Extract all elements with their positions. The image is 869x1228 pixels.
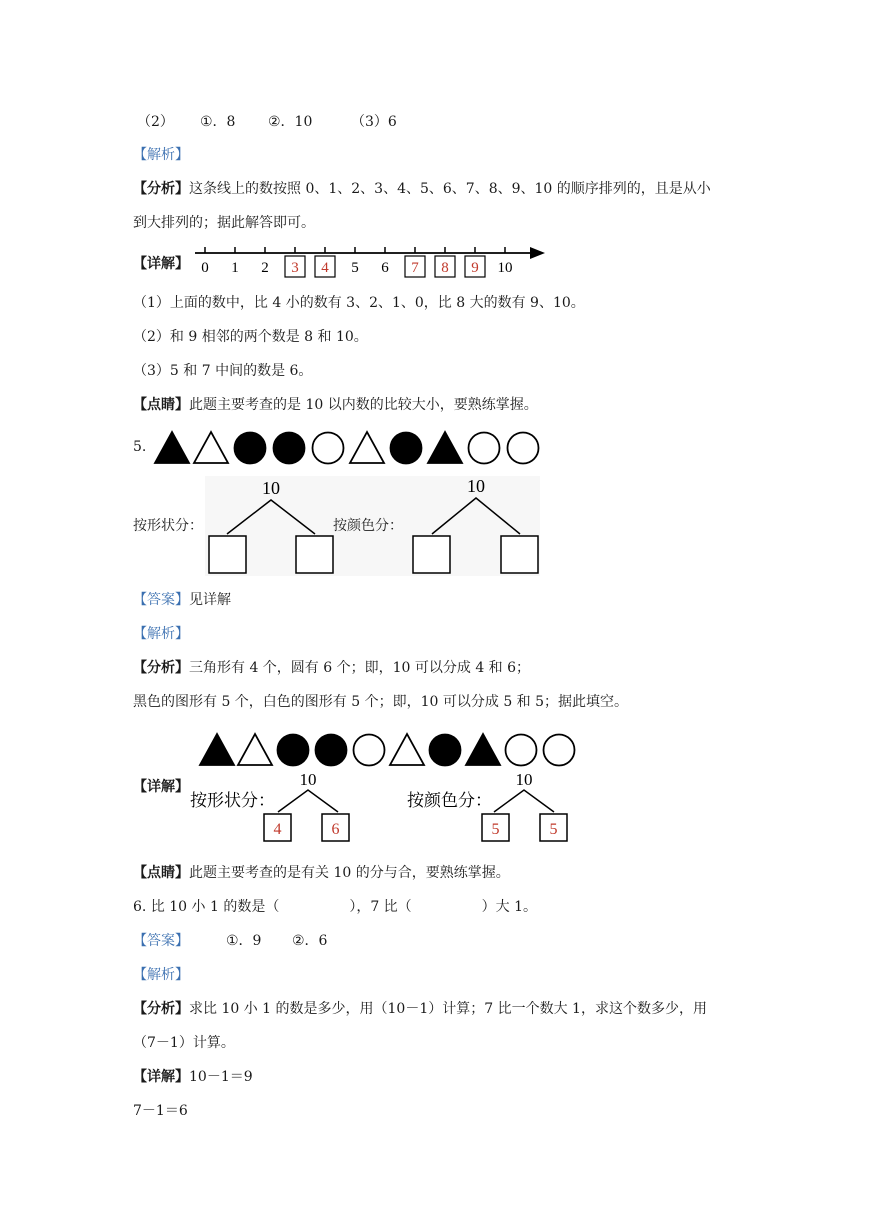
by-color-label: 按颜色分： — [407, 791, 492, 810]
answer-blank2: ②．6 — [292, 933, 328, 949]
xiangjie-tag: 【详解】 — [133, 1069, 189, 1085]
black-circle-icon — [316, 735, 347, 766]
tree-total-shape: 10 — [299, 770, 317, 789]
filled-number-label: 4 — [321, 260, 329, 276]
number-line-figure — [190, 243, 550, 283]
by-shape-label: 按形状分： — [190, 791, 275, 810]
filled-number-label: 3 — [291, 260, 299, 276]
dianjing-paragraph — [133, 396, 538, 414]
filled-number-label: 9 — [471, 260, 479, 276]
answer-part3: （3）6 — [351, 114, 397, 130]
fenxi-text: 这条线上的数按照 0、1、2、3、4、5、6、7、8、9、10 的顺序排列的，且是从小 — [189, 181, 711, 197]
answer-value: 5 — [491, 821, 500, 838]
split-tree-answer-figure — [185, 766, 575, 846]
answer-text: 见详解 — [189, 592, 231, 608]
fenxi-text: 求比 10 小 1 的数是多少，用（10－1）计算；7 比一个数大 1，求这个数多少，用 — [189, 1001, 707, 1017]
fenxi-text-cont: 黑色的图形有 5 个，白色的图形有 5 个；即，10 可以分成 5 和 5；据此填空。 — [133, 694, 629, 710]
answer-paragraph — [133, 591, 231, 609]
filled-number-label: 8 — [441, 260, 449, 276]
number-label: 6 — [381, 260, 389, 276]
black-triangle-icon — [155, 432, 189, 463]
answer-tag: 【答案】 — [133, 933, 189, 949]
dianjing-text: 此题主要考查的是 10 以内数的比较大小，要熟练掌握。 — [189, 397, 538, 413]
white-circle-icon — [469, 433, 500, 464]
equation-2: 7－1＝6 — [133, 1103, 188, 1119]
number-label: 10 — [497, 260, 513, 276]
number-label: 0 — [201, 260, 209, 276]
answer-blank1: ①．9 — [226, 933, 262, 949]
black-circle-icon — [391, 433, 422, 464]
fenxi-paragraph — [133, 1000, 707, 1018]
equation-1: 10－1＝9 — [189, 1069, 253, 1085]
empty-box[interactable] — [296, 536, 333, 573]
fenxi-tag: 【分析】 — [133, 181, 189, 197]
dianjing-tag: 【点睛】 — [133, 865, 189, 881]
fenxi-tag: 【分析】 — [133, 660, 189, 676]
tree-branches — [494, 790, 554, 812]
xiangjie-tag: 【详解】 — [133, 256, 189, 272]
number-label: 5 — [351, 260, 359, 276]
answer-part2-blank2: ②．10 — [268, 114, 313, 130]
filled-number-label: 7 — [411, 260, 419, 276]
white-circle-icon — [313, 433, 344, 464]
shape-sequence-detail — [195, 730, 595, 770]
answer-part2-label: （2） — [137, 114, 174, 130]
tree-branches — [278, 790, 338, 812]
xiangjie-tag: 【详解】 — [133, 779, 189, 795]
fenxi-text-cont: （7－1）计算。 — [133, 1035, 235, 1051]
empty-box[interactable] — [501, 536, 538, 573]
white-triangle-icon — [194, 432, 228, 463]
empty-box[interactable] — [209, 536, 246, 573]
fenxi-paragraph — [133, 180, 711, 198]
white-triangle-icon — [390, 734, 424, 765]
answer-value: 6 — [331, 821, 340, 838]
empty-box[interactable] — [413, 536, 450, 573]
by-color-label: 按颜色分： — [333, 518, 403, 534]
fenxi-text-cont: 到大排列的；据此解答即可。 — [133, 215, 315, 231]
question-number-5: 5. — [133, 439, 147, 455]
black-circle-icon — [235, 433, 266, 464]
by-shape-label: 按形状分： — [133, 518, 203, 534]
number-label: 2 — [261, 260, 269, 276]
black-triangle-icon — [466, 734, 500, 765]
fenxi-text: 三角形有 4 个，圆有 6 个；即，10 可以分成 4 和 6； — [189, 660, 531, 676]
tree-total-color: 10 — [467, 476, 485, 496]
black-circle-icon — [430, 735, 461, 766]
shape-sequence — [150, 428, 550, 468]
question-6-text: 6. 比 10 小 1 的数是（ ），7 比（ ）大 1。 — [133, 899, 538, 915]
white-circle-icon — [508, 433, 539, 464]
tree-total-shape: 10 — [262, 478, 280, 498]
xiangjie-paragraph — [133, 1068, 253, 1086]
white-triangle-icon — [350, 432, 384, 463]
number-line-arrow-icon — [530, 247, 545, 259]
dianjing-tag: 【点睛】 — [133, 397, 189, 413]
tree-total-color: 10 — [515, 770, 533, 789]
black-circle-icon — [278, 735, 309, 766]
black-triangle-icon — [200, 734, 234, 765]
number-label: 1 — [231, 260, 239, 276]
dianjing-paragraph — [133, 864, 510, 882]
answer-tag: 【答案】 — [133, 592, 189, 608]
black-triangle-icon — [428, 432, 462, 463]
fenxi-paragraph — [133, 659, 530, 677]
answer-value: 5 — [549, 821, 558, 838]
jiexi-heading: 【解析】 — [133, 626, 189, 642]
detail-line-1: （1）上面的数中，比 4 小的数有 3、2、1、0，比 8 大的数有 9、10。 — [133, 295, 585, 311]
answer-part2-blank1: ①．8 — [200, 114, 236, 130]
black-circle-icon — [274, 433, 305, 464]
fenxi-tag: 【分析】 — [133, 1001, 189, 1017]
white-circle-icon — [354, 735, 385, 766]
white-circle-icon — [544, 735, 575, 766]
jiexi-heading: 【解析】 — [133, 147, 189, 163]
answer-value: 4 — [273, 821, 282, 838]
jiexi-heading: 【解析】 — [133, 967, 189, 983]
detail-line-2: （2）和 9 相邻的两个数是 8 和 10。 — [133, 329, 368, 345]
white-triangle-icon — [238, 734, 272, 765]
white-circle-icon — [506, 735, 537, 766]
dianjing-text: 此题主要考查的是有关 10 的分与合，要熟练掌握。 — [189, 865, 510, 881]
detail-line-3: （3）5 和 7 中间的数是 6。 — [133, 363, 313, 379]
